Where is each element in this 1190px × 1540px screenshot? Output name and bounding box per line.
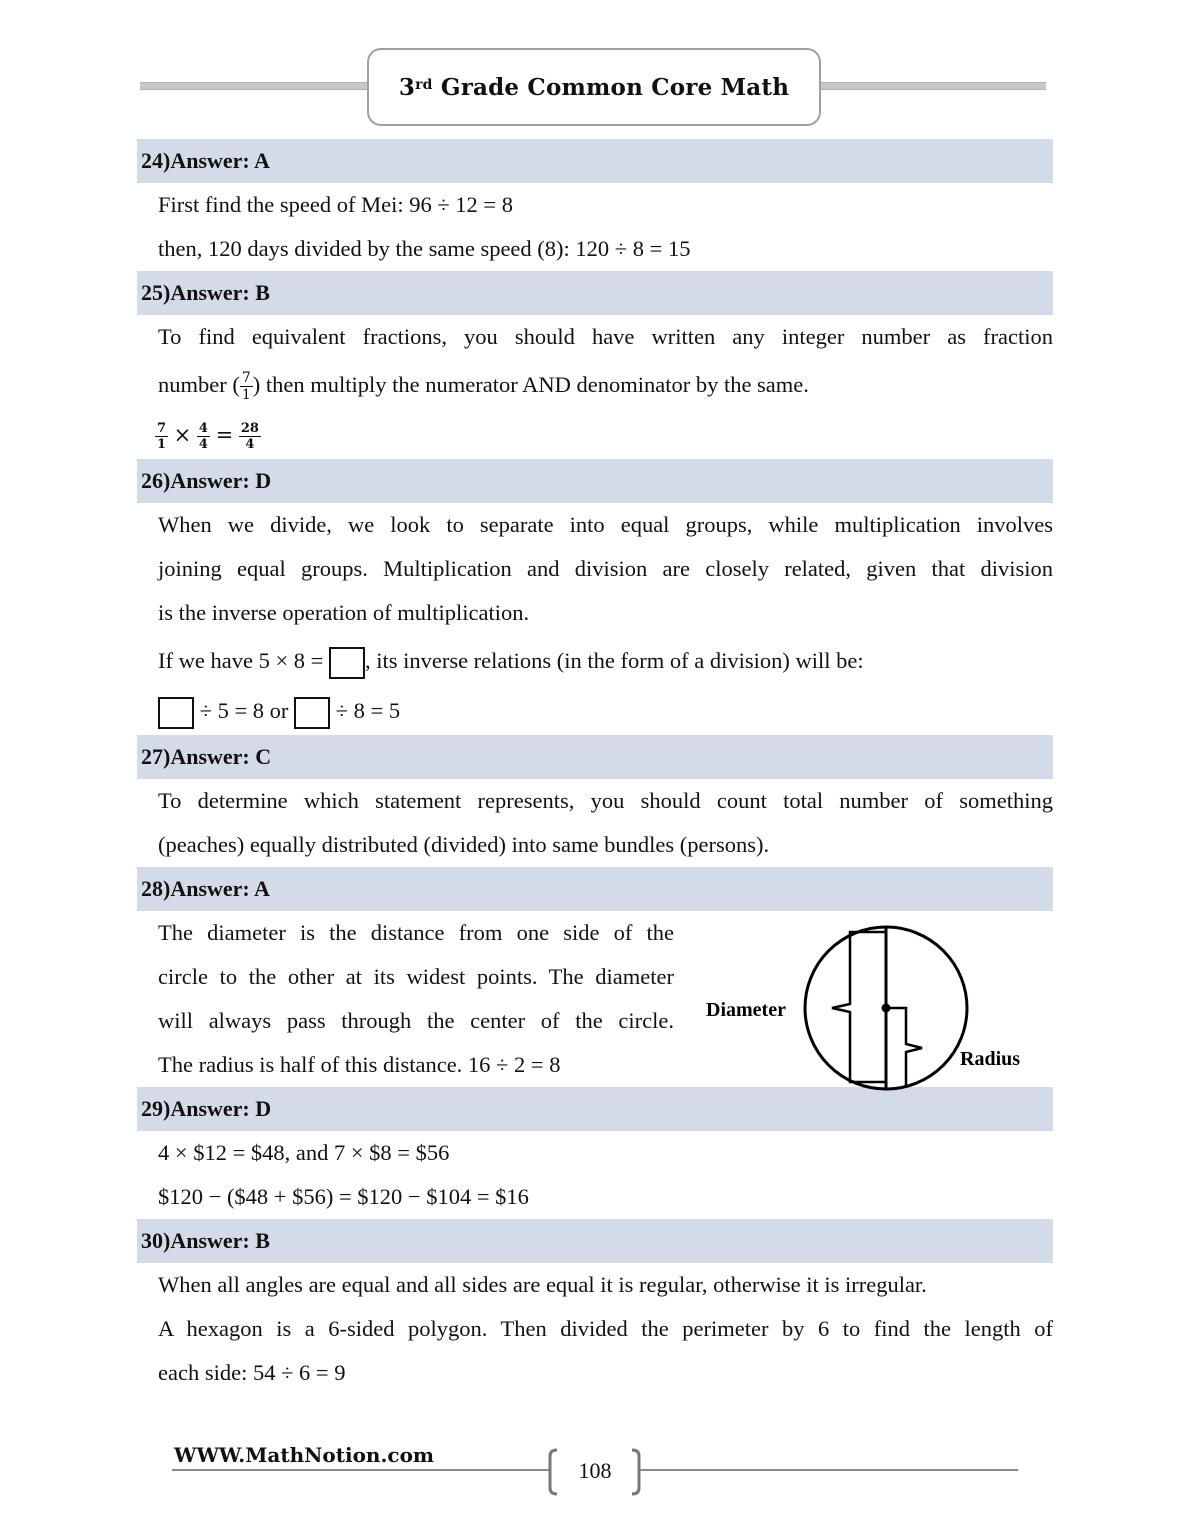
answer-25-line-1: To find equivalent fractions, you should have written any integer number as fraction <box>158 324 1053 349</box>
footer-rule-left <box>172 1469 550 1471</box>
answer-30-line-2: A hexagon is a 6-sided polygon. Then divided the perimeter by 6 to find the length of <box>158 1316 1053 1341</box>
answer-25-header: 25)Answer: B <box>137 271 1053 315</box>
answer-26-line-1: When we divide, we look to separate into equal groups, while multiplication involves <box>158 512 1053 537</box>
title-rest: Grade Common Core Math <box>432 73 790 101</box>
footer-website: WWW.MathNotion.com <box>174 1443 435 1467</box>
answer-30-line-3: each side: 54 ÷ 6 = 9 <box>158 1360 346 1385</box>
title-prefix: 3 <box>398 73 416 101</box>
blank-box <box>329 647 365 679</box>
fraction-2-numerator: 4 <box>198 421 208 437</box>
answer-28-line-4: The radius is half of this distance. 16 ÷ 2 = 8 <box>158 1052 561 1077</box>
blank-box <box>158 697 194 729</box>
answer-25-equation <box>137 411 1053 459</box>
equals-sign: = <box>215 423 234 447</box>
fraction-2 <box>197 421 210 452</box>
answer-26-header: 26)Answer: D <box>137 459 1053 503</box>
answer-25-line-2a: number ( <box>158 372 240 397</box>
answer-24-line-2: then, 120 days divided by the same speed (8): 120 ÷ 8 = 15 <box>158 236 691 261</box>
fraction-1-numerator: 7 <box>157 421 167 437</box>
answer-29-line-2: $120 − ($48 + $56) = $120 − $104 = $16 <box>158 1184 529 1209</box>
answer-24-header: 24)Answer: A <box>137 139 1053 183</box>
footer-rule-right <box>640 1469 1018 1471</box>
answer-29-header: 29)Answer: D <box>137 1087 1053 1131</box>
answer-26-line-4a: If we have 5 × 8 = <box>158 648 329 673</box>
answer-27-line-2: (peaches) equally distributed (divided) into same bundles (persons). <box>158 832 770 857</box>
answer-24-line-1: First find the speed of Mei: 96 ÷ 12 = 8 <box>158 192 514 217</box>
fraction-1-denominator: 1 <box>157 437 167 453</box>
answer-27-header: 27)Answer: C <box>137 735 1053 779</box>
answer-26-line-4b: , its inverse relations (in the form of a division) will be: <box>364 648 864 673</box>
radius-brace <box>886 1008 922 1088</box>
page-number-right-bracket <box>630 1448 642 1496</box>
answer-26-line-5a: ÷ 5 = 8 or <box>194 698 295 723</box>
page-title <box>367 48 821 126</box>
header-rule-right <box>817 82 1046 90</box>
answer-26-line-5 <box>137 687 1053 735</box>
answer-28-line-1: The diameter is the distance from one side of the <box>158 920 674 945</box>
answer-26-line-5b: ÷ 8 = 5 <box>330 698 401 723</box>
answer-26-line-4 <box>137 635 1053 687</box>
blank-box <box>294 697 330 729</box>
fraction-numerator: 7 <box>241 370 251 387</box>
answer-30-line-1: When all angles are equal and all sides are equal it is regular, otherwise it is irregular. <box>158 1272 927 1297</box>
fraction-2-denominator: 4 <box>198 437 208 453</box>
answer-25-line-2 <box>137 359 1053 411</box>
radius-label: Radius <box>960 1048 1021 1070</box>
answer-28-header: 28)Answer: A <box>137 867 1053 911</box>
answer-27-line-1: To determine which statement represents, you should count total number of something <box>158 788 1053 813</box>
circle-diagram <box>700 924 1040 1096</box>
page-number: 108 <box>578 1458 612 1483</box>
fraction-3-numerator: 28 <box>240 421 259 437</box>
answer-list <box>137 139 1053 1395</box>
answer-28-line-2: circle to the other at its widest points. The diameter <box>158 964 674 989</box>
answer-30-header: 30)Answer: B <box>137 1219 1053 1263</box>
answer-29-line-1: 4 × $12 = $48, and 7 × $8 = $56 <box>158 1140 450 1165</box>
answer-28-line-3: will always pass through the center of the circle. <box>158 1008 674 1033</box>
fraction-1 <box>155 421 168 452</box>
fraction-3-denominator: 4 <box>245 437 255 453</box>
times-sign: × <box>173 423 192 447</box>
circle-diagram-svg <box>700 924 1040 1096</box>
answer-26-line-3: is the inverse operation of multiplication. <box>158 600 530 625</box>
fraction-3 <box>239 421 261 452</box>
answer-28-text <box>137 911 674 1087</box>
fraction-denominator: 1 <box>241 387 251 404</box>
header-rule-left <box>140 82 368 90</box>
fraction-7-over-1 <box>240 370 253 403</box>
title-sup: rd <box>415 77 433 93</box>
answer-26-line-2: joining equal groups. Multiplication and division are closely related, given that division <box>158 556 1053 581</box>
diameter-label: Diameter <box>706 999 786 1021</box>
answer-25-line-2b: ) then multiply the numerator AND denominator by the same. <box>252 372 809 397</box>
diameter-brace <box>832 932 886 1082</box>
